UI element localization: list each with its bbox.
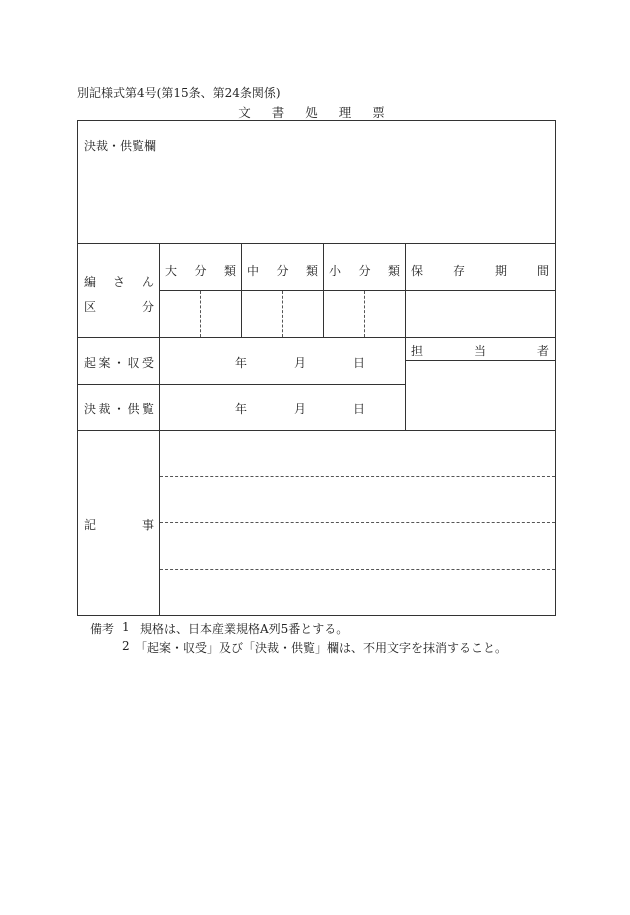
document-title: 文書処理票: [238, 105, 406, 120]
row-divider: [78, 243, 555, 244]
notes-line: [160, 522, 555, 523]
notes-line: [160, 476, 555, 477]
major-classification-header: 大 分 類: [165, 264, 236, 278]
drafting-date: 年 月 日: [235, 356, 365, 370]
column-divider: [241, 243, 242, 337]
decision-viewing-label: 決 裁 ・ 供 覧: [84, 402, 154, 416]
remark-number: 1: [122, 620, 130, 634]
decision-date: 年 月 日: [235, 402, 365, 416]
approval-section-label: 決裁・供覧欄: [84, 139, 157, 153]
row-divider: [159, 290, 555, 291]
form-table: [77, 120, 556, 616]
dashed-divider: [200, 291, 201, 337]
retention-period-header: 保 存 期 間: [411, 264, 549, 278]
remark-text: 規格は、日本産業規格A列5番とする。: [140, 622, 349, 636]
row-divider: [78, 337, 555, 338]
form-reference: 別記様式第4号(第15条、第24条関係): [77, 86, 281, 100]
remark-number: 2: [122, 639, 130, 653]
drafting-receipt-label: 起 案 ・ 収 受: [84, 356, 154, 370]
person-in-charge-label: 担 当 者: [411, 344, 549, 358]
row-divider: [78, 430, 555, 431]
remarks-label: 備考: [90, 622, 115, 636]
classification-label-line2: 区 分: [84, 300, 154, 314]
dashed-divider: [282, 291, 283, 337]
notes-label: 記 事: [84, 518, 154, 532]
column-divider: [323, 243, 324, 337]
dashed-divider: [364, 291, 365, 337]
remark-text: 「起案・収受」及び「決裁・供覧」欄は、不用文字を抹消すること。: [135, 641, 508, 655]
classification-label-line1: 編 さ ん: [84, 275, 154, 289]
middle-classification-header: 中 分 類: [247, 264, 318, 278]
column-divider: [159, 243, 160, 615]
minor-classification-header: 小 分 類: [329, 264, 400, 278]
row-divider: [405, 360, 555, 361]
notes-line: [160, 569, 555, 570]
row-divider: [78, 384, 406, 385]
column-divider: [405, 243, 406, 430]
